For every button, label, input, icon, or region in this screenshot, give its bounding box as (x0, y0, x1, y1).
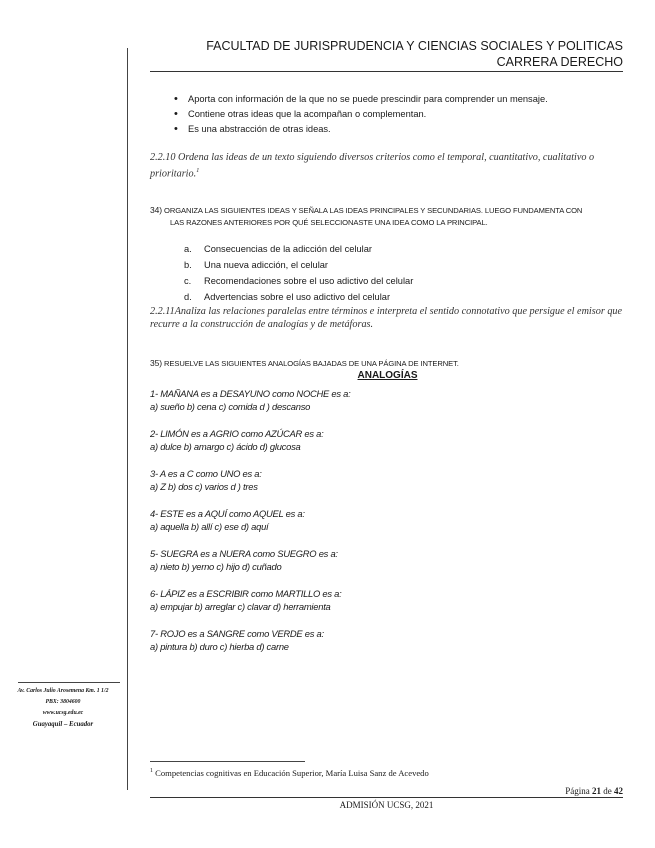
bullet-list (150, 92, 625, 137)
page-of: de (603, 786, 612, 796)
item-text: Recomendaciones sobre el uso adictivo del celular (204, 276, 414, 287)
section-text: 2.2.10 Ordena las ideas de un texto siguiendo diversos criterios como el temporal, cuantitativo, cualitativo o prioritario. (150, 152, 595, 180)
list-item (184, 257, 625, 273)
address: Av. Carlos Julio Arosemena Km. 1 1/2 (17, 688, 109, 694)
faculty-title: FACULTAD DE JURISPRUDENCIA Y CIENCIAS SOCIALES Y POLITICAS (206, 39, 623, 53)
item-text: Advertencias sobre el uso adictivo del celular (204, 292, 391, 303)
analogy-options: a) sueño b) cena c) comida d ) descanso (150, 400, 311, 412)
item-text: Una nueva adicción, el celular (204, 260, 329, 271)
analogy-options: a) aquella b) allí c) ese d) aquí (150, 520, 269, 532)
task-number: 34) (150, 205, 162, 216)
analogy-question: 4- ESTE es a AQUÍ como AQUEL es a: (150, 508, 305, 520)
list-item (184, 241, 625, 257)
margin-line (127, 48, 128, 790)
analogy-question: 6- LÁPIZ es a ESCRIBIR como MARTILLO es a: (150, 588, 342, 600)
footer-text: ADMISIÓN UCSG, 2021 (339, 800, 434, 810)
section-2-2-10 (150, 151, 625, 180)
task-number: 35) (150, 358, 162, 369)
analogy-3 (150, 468, 625, 493)
analogy-question: 2- LIMÓN es a AGRIO como AZÚCAR es a: (150, 428, 324, 440)
phone: PBX: 3804600 (45, 699, 81, 705)
analogy-4 (150, 508, 625, 533)
analogy-1 (150, 388, 625, 413)
page-total: 42 (614, 786, 623, 796)
analogy-options: a) pintura b) duro c) hierba d) carne (150, 640, 289, 652)
analogy-options: a) empujar b) arreglar c) clavar d) herramienta (150, 600, 331, 612)
list-item: • Es una abstracción de otras ideas. (188, 122, 625, 137)
footer-rule (150, 797, 623, 798)
analogy-6 (150, 588, 625, 613)
footnote (150, 768, 429, 778)
list-item (184, 289, 625, 305)
analogias-heading: ANALOGÍAS (357, 370, 418, 382)
task-34 (150, 204, 625, 229)
page-label: Página (565, 786, 590, 796)
item-text: Consecuencias de la adicción del celular (204, 244, 372, 255)
ideas-list (150, 241, 625, 305)
footnote-number: 1 (150, 768, 153, 775)
list-item: • Contiene otras ideas que la acompañan o complementan. (188, 107, 625, 122)
page-header (150, 38, 623, 70)
analogy-2 (150, 428, 625, 453)
task-text-continued: LAS RAZONES ANTERIORES POR QUÉ SELECCIONASTE UNA IDEA COMO LA PRINCIPAL. (170, 218, 488, 228)
career-title: CARRERA DERECHO (496, 55, 623, 69)
analogy-question: 3- A es a C como UNO es a: (150, 468, 262, 480)
footnote-text: Competencias cognitivas en Educación Superior, María Luisa Sanz de Acevedo (155, 768, 429, 778)
section-2-2-11: 2.2.11Analiza las relaciones paralelas entre términos e interpreta el sentido connotativo que persigue el emisor que recurre a la construcción de analogías y de metáforas. (150, 306, 623, 331)
list-item: • Aporta con información de la que no se puede prescindir para comprender un mensaje. (188, 92, 625, 107)
header-rule (150, 71, 623, 72)
item-marker: d. (184, 292, 192, 303)
sidebar-rule (18, 682, 120, 683)
item-marker: a. (184, 244, 192, 255)
analogy-options: a) Z b) dos c) varios d ) tres (150, 480, 258, 492)
list-item (184, 273, 625, 289)
analogy-question: 7- ROJO es a SANGRE como VERDE es a: (150, 628, 324, 640)
task-35 (150, 357, 625, 370)
contact-sidebar (0, 686, 126, 730)
website: www.ucsg.edu.ec (42, 710, 84, 716)
analogy-options: a) nieto b) yerno c) hijo d) cuñado (150, 560, 282, 572)
city: Guayaquil – Ecuador (32, 721, 94, 728)
footnote-ref: 1 (196, 167, 200, 174)
analogy-options: a) dulce b) amargo c) ácido d) glucosa (150, 440, 301, 452)
page-number (565, 786, 623, 796)
item-marker: b. (184, 260, 192, 271)
analogy-5 (150, 548, 625, 573)
task-text: ORGANIZA LAS SIGUIENTES IDEAS Y SEÑALA LAS IDEAS PRINCIPALES Y SECUNDARIAS. LUEGO FUNDAMENTA CON (164, 206, 583, 216)
analogy-7 (150, 628, 625, 653)
analogy-question: 1- MAÑANA es a DESAYUNO como NOCHE es a: (150, 388, 351, 400)
task-text: RESUELVE LAS SIGUIENTES ANALOGÍAS BAJADAS DE UNA PÁGINA DE INTERNET. (164, 359, 459, 369)
footnote-rule (150, 761, 305, 762)
page-current: 21 (592, 786, 601, 796)
item-marker: c. (184, 276, 192, 287)
main-content (150, 92, 625, 653)
analogy-question: 5- SUEGRA es a NUERA como SUEGRO es a: (150, 548, 338, 560)
